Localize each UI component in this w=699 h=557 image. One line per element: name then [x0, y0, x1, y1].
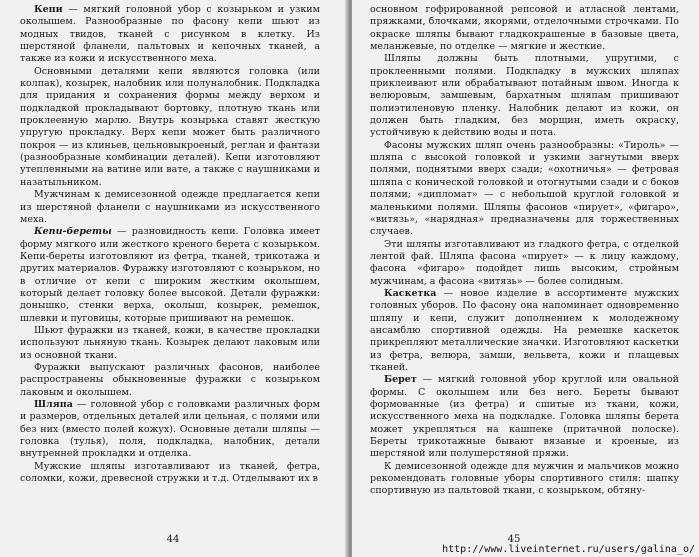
paragraph	[20, 226, 320, 325]
paragraph	[20, 66, 320, 189]
paragraph	[20, 399, 320, 461]
paragraph	[370, 374, 679, 460]
paragraph-text: Фасоны мужских шляп очень разнообразны: «Тироль» — шляпа с высокой головкой и узкими загнутыми вверх полями, поднятыми вверх сзади; «охотничья» — фетровая шляпа с конической головкой и отогнутыми сзади и с боков полями; «дипломат» — с небольшой круглой головкой и маленькими полями. Шляпы фасонов «пирует», «фигаро», «витязь», «нарядная» предназначены для торжественных случаев.	[370, 139, 679, 238]
paragraph-text: Фуражки выпускают различных фасонов, наиболее распространены обыкновенные фуражки с козырьком лаковым и околышем.	[20, 361, 320, 398]
term-heading: Берет	[384, 374, 417, 386]
paragraph-text: Мужчинам к демисезонной одежде предлагается кепи из шерстяной фланели с наушниками из искусственного меха.	[20, 189, 320, 225]
paragraph-text: — мягкий головной убор круглой или овальной формы. С околышем или без него. Береты бывают формованные (из фетра) и сшитые из ткани, кожи, искусственного меха на подкладке. Головка шляпы берета может укрепляться на кашпеке (притачной полоске). Береты трикотажные бывают вязаные и кроеные, из шерстяной или полушерстяной пряжи.	[370, 374, 679, 460]
paragraph	[370, 239, 679, 288]
paragraph-text: — разновидность кепи. Головка имеет форму мягкого или жесткого креного берета с козырьком. Кепи-береты изготовляют из фетра, тканей, трикотажа и других материалов. Фуражку изготовляют с козырьком, но в отличие от кепи с широким жестким околышем, который делает головку более высокой. Детали фуражки: донышко, стенки верха, околыш, козырек, ремешок, шлевки и пуговицы, которые пришивают на ремешок.	[20, 226, 320, 324]
page-number-right: 45	[507, 534, 521, 545]
paragraph	[20, 362, 320, 399]
term-heading: Кепи	[34, 4, 63, 15]
paragraph-text: — новое изделие в ассортименте мужских головных уборов. По фасону она напоминает одновременно шляпу и кепи, служит дополнением к молодежному ансамблю спортивной одежды. На ремешке каскеток прикрепляют металлические значки. Изготовляют каскетки из фетра, велюра, замши, вельвета, кожи и плащевых тканей.	[370, 287, 679, 373]
left-page-text	[20, 4, 320, 485]
term-heading: Кепи-береты	[34, 226, 112, 238]
paragraph-text: Шьют фуражки из тканей, кожи, в качестве прокладки используют льняную ткань. Козырек делают лаковым или из основной ткани.	[20, 324, 320, 361]
paragraph	[370, 461, 679, 498]
term-heading: Шляпа	[34, 399, 73, 410]
page-number-left: 44	[166, 534, 180, 545]
paragraph	[370, 53, 679, 139]
paragraph-text: Эти шляпы изготавливают из гладкого фетра, с отделкой лентой фай. Шляпа фасона «пирует» — к лицу каждому, фасона «фигаро» подойдет лишь высоким, стройным мужчинам, а фасона «витязь» — более солидным.	[370, 238, 679, 287]
paragraph	[20, 4, 320, 66]
source-url: http://www.liveinternet.ru/users/galina_o/	[442, 544, 695, 555]
right-page-text	[370, 4, 679, 498]
left-page	[0, 0, 347, 557]
term-heading: Каскетка	[384, 287, 437, 299]
paragraph	[370, 140, 679, 239]
paragraph-text: Мужские шляпы изготавливают из тканей, фетра, соломки, кожи, древесной стружки и т.д. Отделывают их в	[20, 460, 320, 485]
paragraph	[370, 4, 679, 53]
paragraph-text: — мягкий головной убор с козырьком и узким околышем. Разнообразные по фасону кепи шьют из модных твидов, тканей с рисунком в клетку. Из шерстяной фланели, пальтовых и кепочных тканей, а также из кожи и искусственного меха.	[20, 4, 320, 65]
paragraph	[20, 461, 320, 486]
paragraph-text: — головной убор с головками различных форм и размеров, отдельных деталей или цельная, с полями или без них (вместо полей кожух). Основные детали шляпы — головка (тулья), поля, подкладка, налобник, детали внутренней прокладки и отделка.	[20, 399, 320, 460]
paragraph	[370, 288, 679, 374]
paragraph-text: К демисезонной одежде для мужчин и мальчиков можно рекомендовать головные уборы спортивного стиля: шапку спортивную из пальтовой ткани, с козырьком, обтяну-	[370, 460, 679, 497]
paragraph-text: основном гофрированной репсовой и атласной лентами, пряжками, блочками, якорями, отделочными строчками. По окраске шляпы бывают гладкокрашеные в базовые цвета, меланжевые, по отделке — мягкие и жесткие.	[370, 4, 679, 53]
paragraph-text: Основными деталями кепи являются головка (или колпак), козырек, налобник или полуналобник. Подкладка для придания и сохранения формы между верхом и подкладкой прокладывают бортовку, плотную ткань или проклеенную марлю. Внутрь козырька ставят жесткую упругую прокладку. Верх кепи может быть различного покроя — из клиньев, цельновыкроеный, реглан и фантази (разнообразные комбинации деталей). Кепи изготовляют утепленными на ватине или вате, а также с наушниками и назатыльником.	[20, 65, 320, 188]
right-page	[352, 0, 699, 557]
paragraph	[20, 325, 320, 362]
paragraph	[20, 189, 320, 226]
paragraph-text: Шляпы должны быть плотными, упругими, с проклеенными полями. Подкладку в мужских шляпах приклеивают или обрабатывают потайным швом. Иногда к велюровым, замшевым, бархатным шляпам пришивают полиэтиленовую пленку. Налобник делают из кожи, он должен быть гладким, без морщин, иметь окраску, устойчивую к действию воды и пота.	[370, 53, 679, 139]
